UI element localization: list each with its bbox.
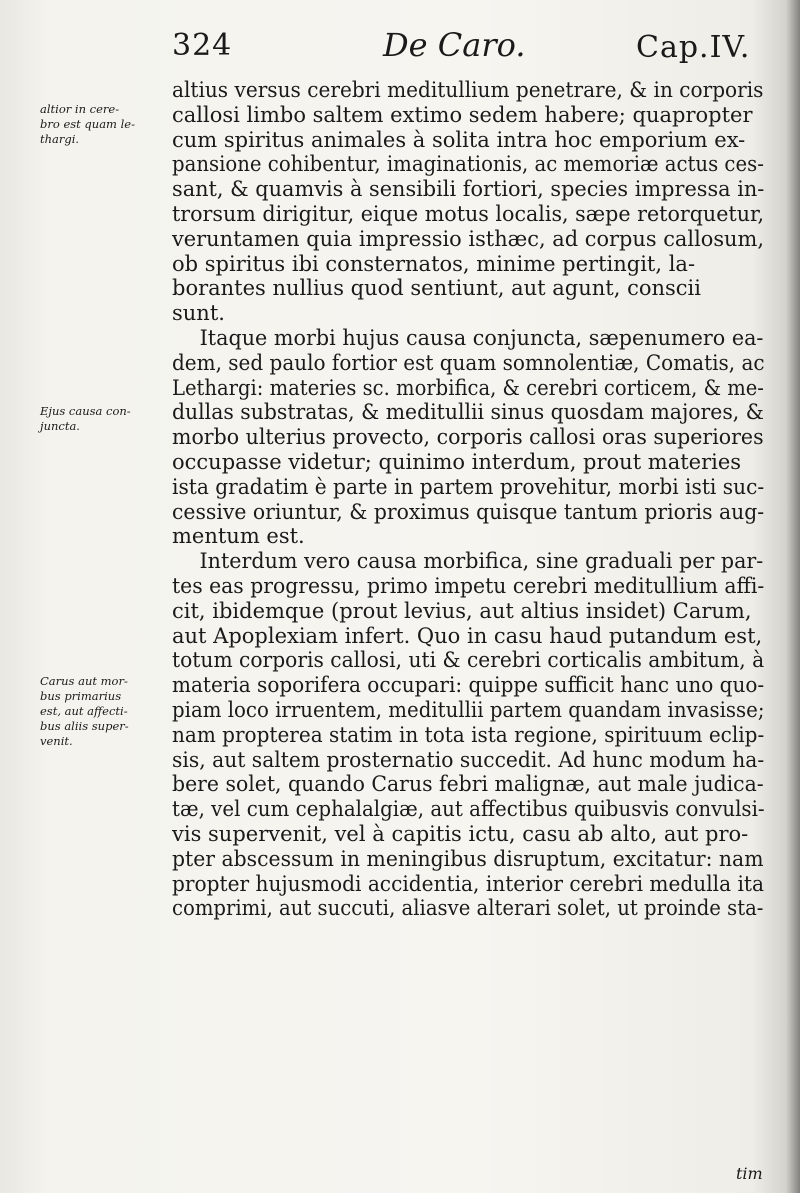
margin-note [40,102,158,147]
text-line: cit, ibidemque (prout levius, aut altius insidet) Carum, [172,598,752,623]
page-header [0,22,800,72]
text-line: mentum est. [172,524,305,549]
text-line: materia soporifera occupari: quippe sufficit hanc uno quo- [172,673,765,698]
text-line: sant, & quamvis à sensibili fortiori, species impressa in- [172,177,765,202]
text-line: pansione cohibentur, imaginationis, ac memoriæ actus ces- [172,152,764,177]
text-line: ob spiritus ibi consternatos, minime pertingit, la- [172,251,696,276]
text-line: comprimi, aut succuti, aliasve alterari solet, ut proinde sta- [172,896,764,921]
text-line: pter abscessum in meningibus disruptum, excitatur: nam [172,846,764,871]
margin-note-line: thargi. [40,132,80,146]
margin-note-line: juncta. [40,419,80,433]
text-line: cessive oriuntur, & proximus quisque tantum prioris aug- [172,499,765,524]
text-line: Lethargi: materies sc. morbifica, & cerebri corticem, & me- [172,375,764,400]
text-line: trorsum dirigitur, eique motus localis, sæpe retorquetur, [172,201,765,226]
text-line: sis, aut saltem prosternatio succedit. Ad hunc modum ha- [172,747,765,772]
chapter-label: Cap.IV. [636,30,751,65]
text-line: altius versus cerebri meditullium penetrare, & in corporis [172,78,764,102]
margin-note-line: Carus aut mor- [40,674,128,688]
margin-note-line: bus primarius [40,689,122,703]
text-line: callosi limbo saltem extimo sedem habere; quapropter [172,102,753,127]
text-line: vis supervenit, vel à capitis ictu, casu ab alto, aut pro- [172,821,749,846]
text-line: nam propterea statim in tota ista regione, spirituum eclip- [172,722,765,747]
text-line: piam loco irruentem, meditullii partem quandam invasisse; [172,697,765,722]
margin-note [40,674,158,749]
catchword: tim [736,1164,763,1183]
text-line: totum corporis callosi, uti & cerebri corticalis ambitum, à [172,648,765,673]
text-line: propter hujusmodi accidentia, interior cerebri medulla ita [172,871,764,896]
text-line: morbo ulterius provecto, corporis callosi oras superiores [172,425,764,450]
page-number: 324 [172,28,233,63]
text-line: dullas substratas, & meditullii sinus quosdam majores, & [172,400,764,425]
text-line: cum spiritus animales à solita intra hoc emporium ex- [172,127,746,152]
text-line: occupasse videtur; quinimo interdum, prout materies [172,449,742,474]
margin-note-line: est, aut affecti- [40,704,128,718]
margin-note-line: venit. [40,734,73,748]
margin-note-line: Ejus causa con- [40,404,131,418]
body-text [172,78,764,921]
text-line: veruntamen quia impressio isthæc, ad corpus callosum, [172,226,764,251]
text-line: dem, sed paulo fortior est quam somnolentiæ, Comatis, ac [172,350,765,375]
text-line: sunt. [172,301,225,326]
paragraph-start-line: Itaque morbi hujus causa conjuncta, sæpenumero ea- [199,325,764,350]
text-line: bere solet, quando Carus febri malignæ, aut male judica- [172,772,764,797]
page-edge-shadow [786,0,800,1193]
text-line: aut Apoplexiam infert. Quo in casu haud putandum est, [172,623,763,648]
margin-note [40,404,158,434]
text-line: tæ, vel cum cephalalgiæ, aut affectibus quibusvis convulsi- [172,797,765,822]
margin-note-line: bro est quam le- [40,117,135,131]
paragraph-start-line: Interdum vero causa morbifica, sine graduali per par- [199,549,764,574]
text-line: ista gradatim è parte in partem provehitur, morbi isti suc- [172,474,765,499]
margin-note-line: altior in cere- [40,102,120,116]
text-line: tes eas progressu, primo impetu cerebri meditullium affi- [172,573,765,598]
text-line: borantes nullius quod sentiunt, aut agunt, conscii [172,276,701,301]
running-title: De Caro. [383,26,526,64]
margin-note-line: bus aliis super- [40,719,129,733]
